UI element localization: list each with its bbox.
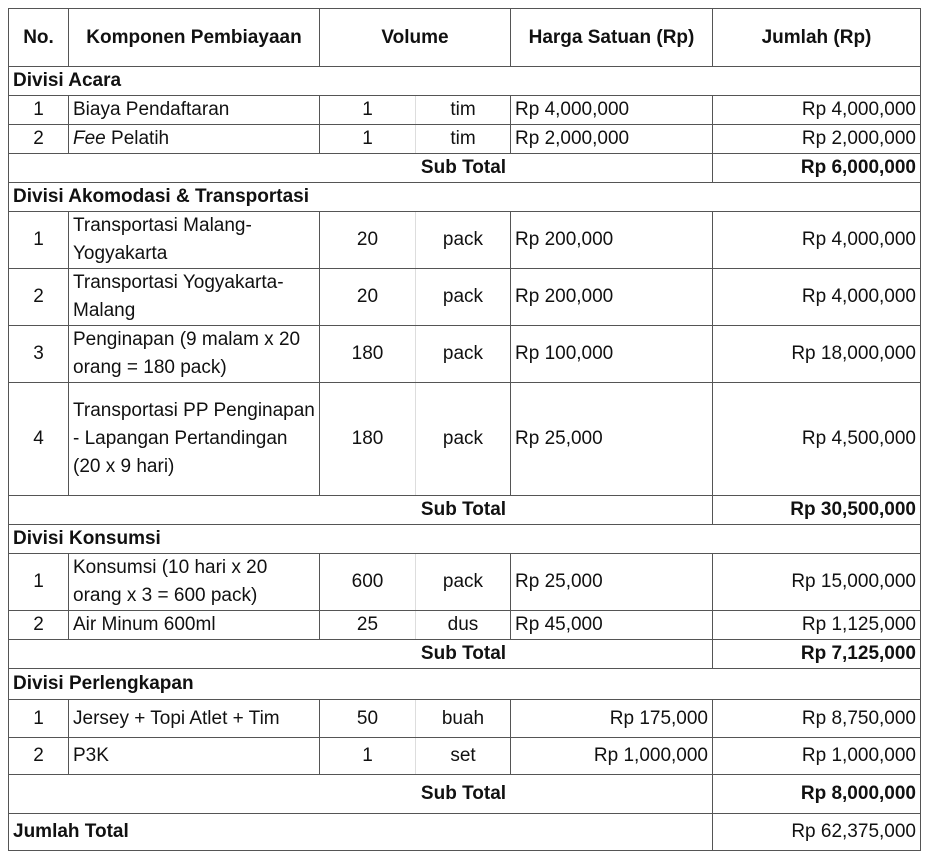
row-no: 2 — [9, 125, 69, 154]
header-no: No. — [9, 9, 69, 67]
header-jumlah: Jumlah (Rp) — [713, 9, 921, 67]
row-jumlah: Rp 2,000,000 — [713, 125, 921, 154]
row-no: 2 — [9, 738, 69, 775]
row-komponen: Biaya Pendaftaran — [69, 96, 320, 125]
row-komponen-rest: Pelatih — [105, 128, 170, 149]
row-qty: 25 — [320, 611, 416, 640]
table-row — [9, 738, 921, 775]
table-row — [9, 700, 921, 738]
table-row — [9, 96, 921, 125]
row-harga: Rp 200,000 — [511, 212, 713, 269]
row-harga: Rp 45,000 — [511, 611, 713, 640]
header-komponen: Komponen Pembiayaan — [69, 9, 320, 67]
row-no: 3 — [9, 326, 69, 383]
row-komponen: Transportasi Malang-Yogyakarta — [69, 212, 320, 269]
row-komponen: Jersey + Topi Atlet + Tim — [69, 700, 320, 738]
row-qty: 1 — [320, 125, 416, 154]
division-row-akomodasi — [9, 183, 921, 212]
table-row — [9, 269, 921, 326]
division-title: Divisi Akomodasi & Transportasi — [9, 183, 921, 212]
subtotal-label: Sub Total — [9, 775, 713, 814]
row-unit: pack — [416, 383, 511, 496]
row-unit: tim — [416, 96, 511, 125]
row-unit: pack — [416, 554, 511, 611]
row-komponen: P3K — [69, 738, 320, 775]
division-row-acara — [9, 67, 921, 96]
row-jumlah: Rp 1,000,000 — [713, 738, 921, 775]
row-qty: 20 — [320, 269, 416, 326]
division-title: Divisi Acara — [9, 67, 921, 96]
row-harga: Rp 200,000 — [511, 269, 713, 326]
row-harga: Rp 25,000 — [511, 554, 713, 611]
division-row-perlengkapan — [9, 669, 921, 700]
subtotal-row — [9, 154, 921, 183]
row-jumlah: Rp 8,750,000 — [713, 700, 921, 738]
header-harga: Harga Satuan (Rp) — [511, 9, 713, 67]
row-qty: 600 — [320, 554, 416, 611]
row-qty: 180 — [320, 383, 416, 496]
subtotal-value: Rp 6,000,000 — [713, 154, 921, 183]
row-qty: 20 — [320, 212, 416, 269]
row-jumlah: Rp 15,000,000 — [713, 554, 921, 611]
header-row — [9, 9, 921, 67]
row-no: 2 — [9, 269, 69, 326]
row-komponen: Transportasi PP Penginapan - Lapangan Pertandingan (20 x 9 hari) — [69, 383, 320, 496]
row-no: 1 — [9, 96, 69, 125]
row-jumlah: Rp 4,000,000 — [713, 96, 921, 125]
row-unit: pack — [416, 212, 511, 269]
row-no: 1 — [9, 700, 69, 738]
grand-total-value: Rp 62,375,000 — [713, 814, 921, 851]
subtotal-value: Rp 30,500,000 — [713, 496, 921, 525]
row-harga: Rp 1,000,000 — [511, 738, 713, 775]
header-volume: Volume — [320, 9, 511, 67]
row-harga: Rp 25,000 — [511, 383, 713, 496]
subtotal-value: Rp 8,000,000 — [713, 775, 921, 814]
row-no: 1 — [9, 212, 69, 269]
row-harga: Rp 175,000 — [511, 700, 713, 738]
table-row — [9, 611, 921, 640]
row-komponen: Penginapan (9 malam x 20 orang = 180 pack) — [69, 326, 320, 383]
row-harga: Rp 4,000,000 — [511, 96, 713, 125]
subtotal-row — [9, 640, 921, 669]
subtotal-value: Rp 7,125,000 — [713, 640, 921, 669]
row-jumlah: Rp 18,000,000 — [713, 326, 921, 383]
row-qty: 1 — [320, 738, 416, 775]
row-no: 2 — [9, 611, 69, 640]
row-komponen-italic: Fee — [73, 128, 106, 149]
grand-total-row — [9, 814, 921, 851]
row-qty: 180 — [320, 326, 416, 383]
subtotal-label: Sub Total — [9, 496, 713, 525]
subtotal-row — [9, 775, 921, 814]
row-jumlah: Rp 4,000,000 — [713, 269, 921, 326]
division-title: Divisi Konsumsi — [9, 525, 921, 554]
row-komponen — [69, 125, 320, 154]
budget-table — [8, 8, 921, 851]
row-jumlah: Rp 4,000,000 — [713, 212, 921, 269]
table-row — [9, 383, 921, 496]
division-row-konsumsi — [9, 525, 921, 554]
grand-total-label: Jumlah Total — [9, 814, 713, 851]
row-unit: set — [416, 738, 511, 775]
row-harga: Rp 2,000,000 — [511, 125, 713, 154]
row-komponen: Air Minum 600ml — [69, 611, 320, 640]
row-harga: Rp 100,000 — [511, 326, 713, 383]
row-no: 4 — [9, 383, 69, 496]
row-unit: dus — [416, 611, 511, 640]
row-no: 1 — [9, 554, 69, 611]
row-unit: buah — [416, 700, 511, 738]
row-jumlah: Rp 1,125,000 — [713, 611, 921, 640]
division-title: Divisi Perlengkapan — [9, 669, 921, 700]
row-komponen: Konsumsi (10 hari x 20 orang x 3 = 600 pack) — [69, 554, 320, 611]
row-unit: pack — [416, 326, 511, 383]
subtotal-row — [9, 496, 921, 525]
row-unit: pack — [416, 269, 511, 326]
row-qty: 1 — [320, 96, 416, 125]
subtotal-label: Sub Total — [9, 154, 713, 183]
subtotal-label: Sub Total — [9, 640, 713, 669]
row-unit: tim — [416, 125, 511, 154]
table-row — [9, 326, 921, 383]
table-row — [9, 125, 921, 154]
row-qty: 50 — [320, 700, 416, 738]
row-komponen: Transportasi Yogyakarta-Malang — [69, 269, 320, 326]
table-row — [9, 212, 921, 269]
row-jumlah: Rp 4,500,000 — [713, 383, 921, 496]
table-row — [9, 554, 921, 611]
